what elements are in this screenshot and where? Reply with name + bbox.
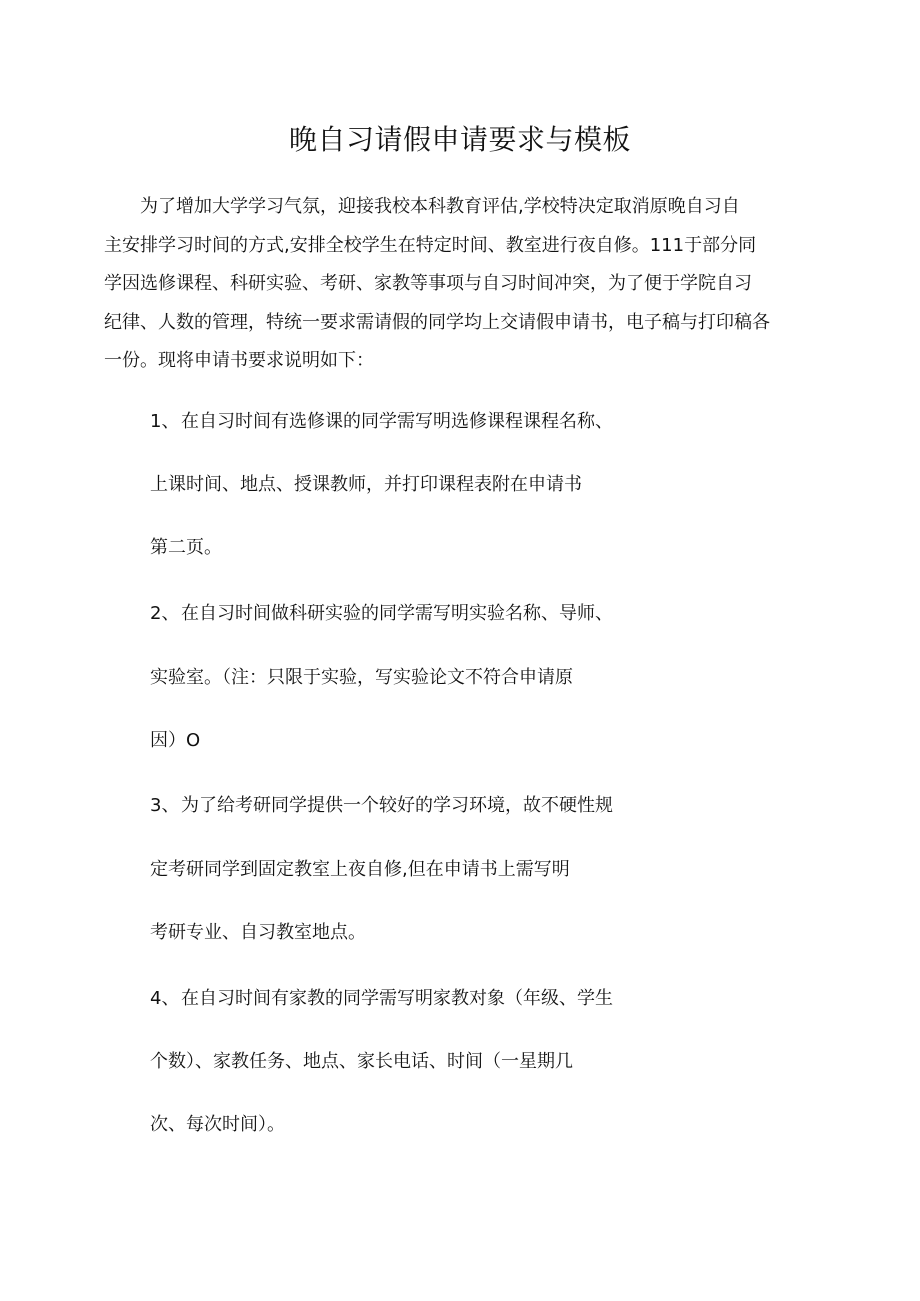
item-1-line-3: 第二页。 <box>150 537 222 558</box>
item-2-line-2: 实验室。（注：只限于实验，写实验论文不符合申请原 <box>150 667 573 688</box>
intro-line: 为了增加大学学习气氛，迎接我校本科教育评估,学校特决定取消原晚自习自 <box>104 196 740 217</box>
intro-line: 学因选修课程、科研实验、考研、家教等事项与自习时间冲突，为了便于学院自习 <box>104 273 752 294</box>
item-number: 4、 <box>150 988 180 1009</box>
item-2-line-1 <box>150 599 613 629</box>
intro-line: 一份。现将申请书要求说明如下： <box>104 350 374 371</box>
item-number: 3、 <box>150 795 180 816</box>
item-text: 为了给考研同学提供一个较好的学习环境，故不硬性规 <box>181 795 613 816</box>
item-4-line-2: 个数）、家教任务、地点、家长电话、时间（一星期几 <box>150 1051 573 1072</box>
item-1-line-1 <box>150 407 613 437</box>
item-3-line-3: 考研专业、自习教室地点。 <box>150 922 366 943</box>
item-3-line-2: 定考研同学到固定教室上夜自修,但在申请书上需写明 <box>150 859 570 880</box>
item-4-line-3: 次、每次时间）。 <box>150 1114 285 1135</box>
item-3-line-1 <box>150 791 613 821</box>
intro-line: 主安排学习时间的方式,安排全校学生在特定时间、教室进行夜自修。111于部分同 <box>104 234 757 256</box>
item-1-line-2: 上课时间、地点、授课教师，并打印课程表附在申请书 <box>150 474 582 495</box>
item-text: 在自习时间有选修课的同学需写明选修课程课程名称、 <box>181 411 613 432</box>
item-number: 2、 <box>150 603 180 624</box>
item-text: 在自习时间有家教的同学需写明家教对象（年级、学生 <box>181 988 613 1009</box>
intro-paragraph <box>104 188 804 381</box>
item-4-line-1 <box>150 984 613 1014</box>
document-title: 晚自习请假申请要求与模板 <box>288 123 631 156</box>
item-text: 在自习时间做科研实验的同学需写明实验名称、导师、 <box>181 603 613 624</box>
item-number: 1、 <box>150 411 180 432</box>
item-2-line-3: 因）O <box>150 730 201 751</box>
intro-line: 纪律、人数的管理，特统一要求需请假的同学均上交请假申请书，电子稿与打印稿各 <box>104 311 770 333</box>
